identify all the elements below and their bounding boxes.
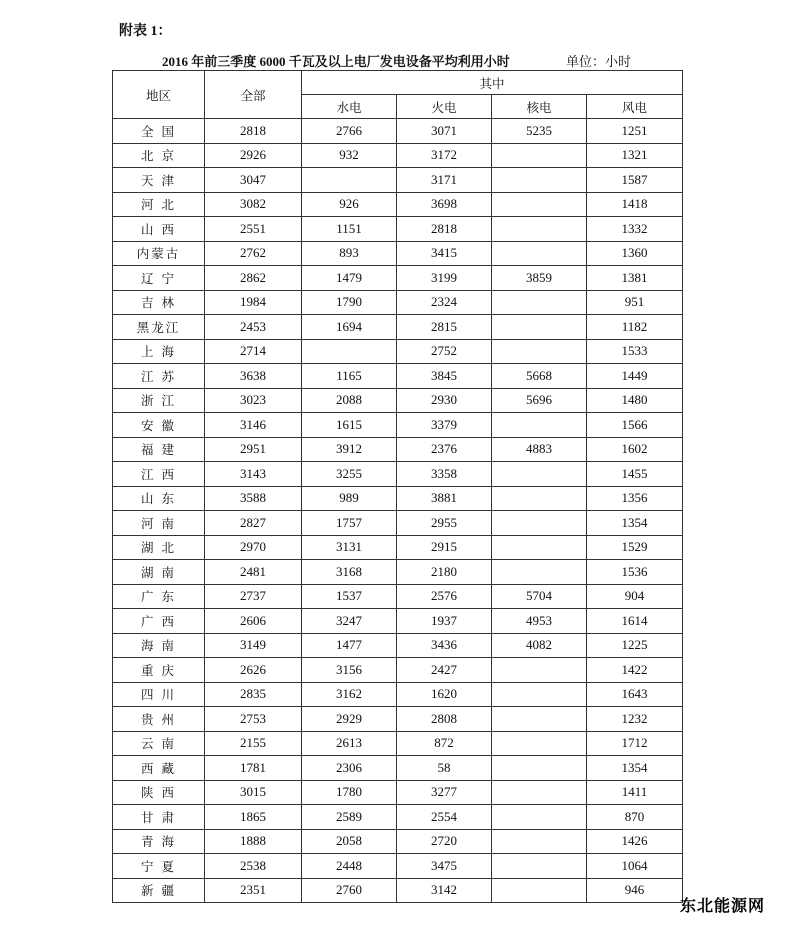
cell-region: 辽 宁 <box>113 266 205 291</box>
cell-hydro: 1537 <box>302 584 397 609</box>
cell-region: 湖 北 <box>113 535 205 560</box>
cell-total: 2551 <box>205 217 302 242</box>
cell-thermal: 3379 <box>397 413 492 438</box>
header-total: 全部 <box>205 71 302 119</box>
cell-nuclear <box>492 339 587 364</box>
header-nuclear: 核电 <box>492 95 587 119</box>
cell-region: 浙 江 <box>113 388 205 413</box>
cell-region: 江 苏 <box>113 364 205 389</box>
cell-wind: 1354 <box>587 756 683 781</box>
cell-hydro: 2760 <box>302 878 397 903</box>
cell-nuclear <box>492 315 587 340</box>
watermark-logo: 东北能源网 <box>680 896 766 915</box>
cell-total: 2606 <box>205 609 302 634</box>
cell-nuclear <box>492 707 587 732</box>
table-row <box>113 682 683 707</box>
cell-nuclear <box>492 854 587 879</box>
cell-total: 2753 <box>205 707 302 732</box>
cell-nuclear: 5235 <box>492 119 587 144</box>
table-row <box>113 658 683 683</box>
utilization-hours-table <box>112 70 683 903</box>
cell-total: 1781 <box>205 756 302 781</box>
cell-nuclear <box>492 682 587 707</box>
cell-nuclear <box>492 535 587 560</box>
cell-total: 2818 <box>205 119 302 144</box>
cell-wind: 946 <box>587 878 683 903</box>
cell-hydro: 893 <box>302 241 397 266</box>
cell-wind: 1712 <box>587 731 683 756</box>
table-row <box>113 168 683 193</box>
cell-nuclear <box>492 486 587 511</box>
cell-hydro: 3255 <box>302 462 397 487</box>
cell-nuclear: 4953 <box>492 609 587 634</box>
cell-total: 3015 <box>205 780 302 805</box>
cell-nuclear: 4082 <box>492 633 587 658</box>
cell-hydro: 3247 <box>302 609 397 634</box>
cell-wind: 1426 <box>587 829 683 854</box>
cell-nuclear <box>492 413 587 438</box>
cell-region: 内蒙古 <box>113 241 205 266</box>
cell-nuclear: 3859 <box>492 266 587 291</box>
cell-total: 2155 <box>205 731 302 756</box>
cell-region: 北 京 <box>113 143 205 168</box>
cell-nuclear <box>492 560 587 585</box>
cell-region: 甘 肃 <box>113 805 205 830</box>
cell-wind: 1455 <box>587 462 683 487</box>
cell-thermal: 2808 <box>397 707 492 732</box>
cell-wind: 1643 <box>587 682 683 707</box>
cell-region: 广 东 <box>113 584 205 609</box>
cell-thermal: 3881 <box>397 486 492 511</box>
cell-hydro: 1780 <box>302 780 397 805</box>
cell-total: 2827 <box>205 511 302 536</box>
table-row <box>113 609 683 634</box>
cell-hydro: 3912 <box>302 437 397 462</box>
cell-thermal: 2930 <box>397 388 492 413</box>
cell-thermal: 3358 <box>397 462 492 487</box>
cell-region: 青 海 <box>113 829 205 854</box>
table-row <box>113 511 683 536</box>
cell-thermal: 3436 <box>397 633 492 658</box>
cell-total: 3082 <box>205 192 302 217</box>
cell-wind: 1232 <box>587 707 683 732</box>
cell-hydro: 1479 <box>302 266 397 291</box>
cell-thermal: 2554 <box>397 805 492 830</box>
cell-region: 重 庆 <box>113 658 205 683</box>
cell-nuclear: 4883 <box>492 437 587 462</box>
cell-total: 3146 <box>205 413 302 438</box>
table-row <box>113 413 683 438</box>
cell-wind: 951 <box>587 290 683 315</box>
cell-hydro: 1165 <box>302 364 397 389</box>
table-row <box>113 486 683 511</box>
cell-hydro: 1615 <box>302 413 397 438</box>
cell-region: 西 藏 <box>113 756 205 781</box>
cell-wind: 1381 <box>587 266 683 291</box>
cell-hydro: 2058 <box>302 829 397 854</box>
cell-wind: 1251 <box>587 119 683 144</box>
cell-thermal: 3142 <box>397 878 492 903</box>
table-row <box>113 192 683 217</box>
cell-nuclear <box>492 780 587 805</box>
cell-nuclear <box>492 217 587 242</box>
table-row <box>113 633 683 658</box>
cell-wind: 1360 <box>587 241 683 266</box>
cell-nuclear <box>492 829 587 854</box>
cell-hydro: 1151 <box>302 217 397 242</box>
table-row <box>113 731 683 756</box>
cell-thermal: 2720 <box>397 829 492 854</box>
cell-region: 四 川 <box>113 682 205 707</box>
cell-hydro: 1477 <box>302 633 397 658</box>
header-thermal: 火电 <box>397 95 492 119</box>
cell-nuclear <box>492 731 587 756</box>
cell-nuclear <box>492 805 587 830</box>
cell-total: 3047 <box>205 168 302 193</box>
cell-region: 全 国 <box>113 119 205 144</box>
header-region: 地区 <box>113 71 205 119</box>
appendix-label: 附表 1： <box>119 24 172 39</box>
cell-region: 河 北 <box>113 192 205 217</box>
cell-wind: 1354 <box>587 511 683 536</box>
cell-region: 广 西 <box>113 609 205 634</box>
cell-hydro: 2766 <box>302 119 397 144</box>
cell-hydro <box>302 339 397 364</box>
cell-thermal: 3845 <box>397 364 492 389</box>
cell-hydro: 2613 <box>302 731 397 756</box>
cell-total: 1865 <box>205 805 302 830</box>
table-row <box>113 805 683 830</box>
table-row <box>113 829 683 854</box>
cell-hydro: 2589 <box>302 805 397 830</box>
cell-total: 3638 <box>205 364 302 389</box>
cell-thermal: 2818 <box>397 217 492 242</box>
cell-wind: 1411 <box>587 780 683 805</box>
cell-thermal: 3199 <box>397 266 492 291</box>
cell-total: 2453 <box>205 315 302 340</box>
table-row <box>113 535 683 560</box>
cell-hydro: 3162 <box>302 682 397 707</box>
cell-total: 2862 <box>205 266 302 291</box>
cell-hydro: 2448 <box>302 854 397 879</box>
cell-region: 黑龙江 <box>113 315 205 340</box>
cell-thermal: 3277 <box>397 780 492 805</box>
cell-nuclear: 5696 <box>492 388 587 413</box>
table-row <box>113 560 683 585</box>
cell-nuclear <box>492 192 587 217</box>
cell-wind: 1182 <box>587 315 683 340</box>
cell-region: 河 南 <box>113 511 205 536</box>
cell-thermal: 3071 <box>397 119 492 144</box>
cell-wind: 1449 <box>587 364 683 389</box>
table-row <box>113 241 683 266</box>
cell-nuclear: 5668 <box>492 364 587 389</box>
cell-total: 2762 <box>205 241 302 266</box>
cell-hydro: 2929 <box>302 707 397 732</box>
table-row <box>113 364 683 389</box>
cell-total: 3149 <box>205 633 302 658</box>
cell-region: 天 津 <box>113 168 205 193</box>
cell-total: 1984 <box>205 290 302 315</box>
cell-hydro: 3131 <box>302 535 397 560</box>
table-row <box>113 217 683 242</box>
cell-nuclear <box>492 658 587 683</box>
cell-total: 2926 <box>205 143 302 168</box>
cell-thermal: 2915 <box>397 535 492 560</box>
cell-thermal: 58 <box>397 756 492 781</box>
cell-wind: 870 <box>587 805 683 830</box>
cell-total: 2835 <box>205 682 302 707</box>
cell-wind: 1480 <box>587 388 683 413</box>
cell-hydro: 2088 <box>302 388 397 413</box>
table-row <box>113 119 683 144</box>
cell-hydro: 1694 <box>302 315 397 340</box>
cell-hydro: 932 <box>302 143 397 168</box>
cell-total: 2714 <box>205 339 302 364</box>
table-row <box>113 143 683 168</box>
table-row <box>113 290 683 315</box>
cell-nuclear <box>492 462 587 487</box>
cell-hydro: 1757 <box>302 511 397 536</box>
cell-wind: 904 <box>587 584 683 609</box>
table-row <box>113 707 683 732</box>
cell-region: 福 建 <box>113 437 205 462</box>
cell-nuclear <box>492 756 587 781</box>
cell-wind: 1533 <box>587 339 683 364</box>
cell-nuclear <box>492 511 587 536</box>
header-wind: 风电 <box>587 95 683 119</box>
table-row <box>113 315 683 340</box>
cell-region: 上 海 <box>113 339 205 364</box>
cell-thermal: 2815 <box>397 315 492 340</box>
table-row <box>113 854 683 879</box>
cell-thermal: 872 <box>397 731 492 756</box>
cell-nuclear <box>492 290 587 315</box>
cell-wind: 1064 <box>587 854 683 879</box>
cell-total: 1888 <box>205 829 302 854</box>
cell-total: 3143 <box>205 462 302 487</box>
table-body <box>113 119 683 903</box>
cell-total: 2538 <box>205 854 302 879</box>
cell-nuclear <box>492 143 587 168</box>
cell-nuclear: 5704 <box>492 584 587 609</box>
cell-thermal: 2376 <box>397 437 492 462</box>
cell-wind: 1321 <box>587 143 683 168</box>
cell-wind: 1332 <box>587 217 683 242</box>
cell-region: 贵 州 <box>113 707 205 732</box>
cell-total: 2951 <box>205 437 302 462</box>
cell-thermal: 2324 <box>397 290 492 315</box>
cell-hydro <box>302 168 397 193</box>
cell-wind: 1587 <box>587 168 683 193</box>
cell-thermal: 2955 <box>397 511 492 536</box>
cell-thermal: 1620 <box>397 682 492 707</box>
cell-wind: 1529 <box>587 535 683 560</box>
cell-wind: 1602 <box>587 437 683 462</box>
cell-wind: 1614 <box>587 609 683 634</box>
cell-region: 新 疆 <box>113 878 205 903</box>
cell-region: 陕 西 <box>113 780 205 805</box>
cell-region: 湖 南 <box>113 560 205 585</box>
cell-thermal: 3698 <box>397 192 492 217</box>
table-row <box>113 266 683 291</box>
header-hydro: 水电 <box>302 95 397 119</box>
cell-nuclear <box>492 168 587 193</box>
cell-hydro: 3156 <box>302 658 397 683</box>
cell-wind: 1418 <box>587 192 683 217</box>
cell-total: 2970 <box>205 535 302 560</box>
cell-region: 安 徽 <box>113 413 205 438</box>
unit-label: 单位：小时 <box>566 54 632 69</box>
table-row <box>113 780 683 805</box>
table-row <box>113 339 683 364</box>
cell-thermal: 3172 <box>397 143 492 168</box>
cell-thermal: 2752 <box>397 339 492 364</box>
cell-hydro: 2306 <box>302 756 397 781</box>
cell-thermal: 2427 <box>397 658 492 683</box>
cell-region: 山 东 <box>113 486 205 511</box>
table-row <box>113 878 683 903</box>
cell-wind: 1225 <box>587 633 683 658</box>
cell-wind: 1356 <box>587 486 683 511</box>
table-row <box>113 388 683 413</box>
cell-region: 云 南 <box>113 731 205 756</box>
cell-wind: 1422 <box>587 658 683 683</box>
cell-region: 山 西 <box>113 217 205 242</box>
cell-total: 3588 <box>205 486 302 511</box>
cell-region: 吉 林 <box>113 290 205 315</box>
cell-total: 2351 <box>205 878 302 903</box>
cell-thermal: 1937 <box>397 609 492 634</box>
header-of-which: 其中 <box>302 71 683 95</box>
cell-hydro: 3168 <box>302 560 397 585</box>
cell-total: 2626 <box>205 658 302 683</box>
table-row <box>113 462 683 487</box>
cell-thermal: 3415 <box>397 241 492 266</box>
table-title: 2016 年前三季度 6000 千瓦及以上电厂发电设备平均利用小时 <box>162 54 510 69</box>
cell-wind: 1566 <box>587 413 683 438</box>
cell-nuclear <box>492 878 587 903</box>
cell-total: 2737 <box>205 584 302 609</box>
cell-wind: 1536 <box>587 560 683 585</box>
table-row <box>113 756 683 781</box>
cell-nuclear <box>492 241 587 266</box>
cell-total: 3023 <box>205 388 302 413</box>
cell-thermal: 2180 <box>397 560 492 585</box>
cell-region: 江 西 <box>113 462 205 487</box>
cell-region: 宁 夏 <box>113 854 205 879</box>
table-row <box>113 584 683 609</box>
cell-hydro: 926 <box>302 192 397 217</box>
cell-region: 海 南 <box>113 633 205 658</box>
cell-thermal: 2576 <box>397 584 492 609</box>
cell-total: 2481 <box>205 560 302 585</box>
cell-hydro: 989 <box>302 486 397 511</box>
cell-hydro: 1790 <box>302 290 397 315</box>
table-row <box>113 437 683 462</box>
cell-thermal: 3475 <box>397 854 492 879</box>
cell-thermal: 3171 <box>397 168 492 193</box>
